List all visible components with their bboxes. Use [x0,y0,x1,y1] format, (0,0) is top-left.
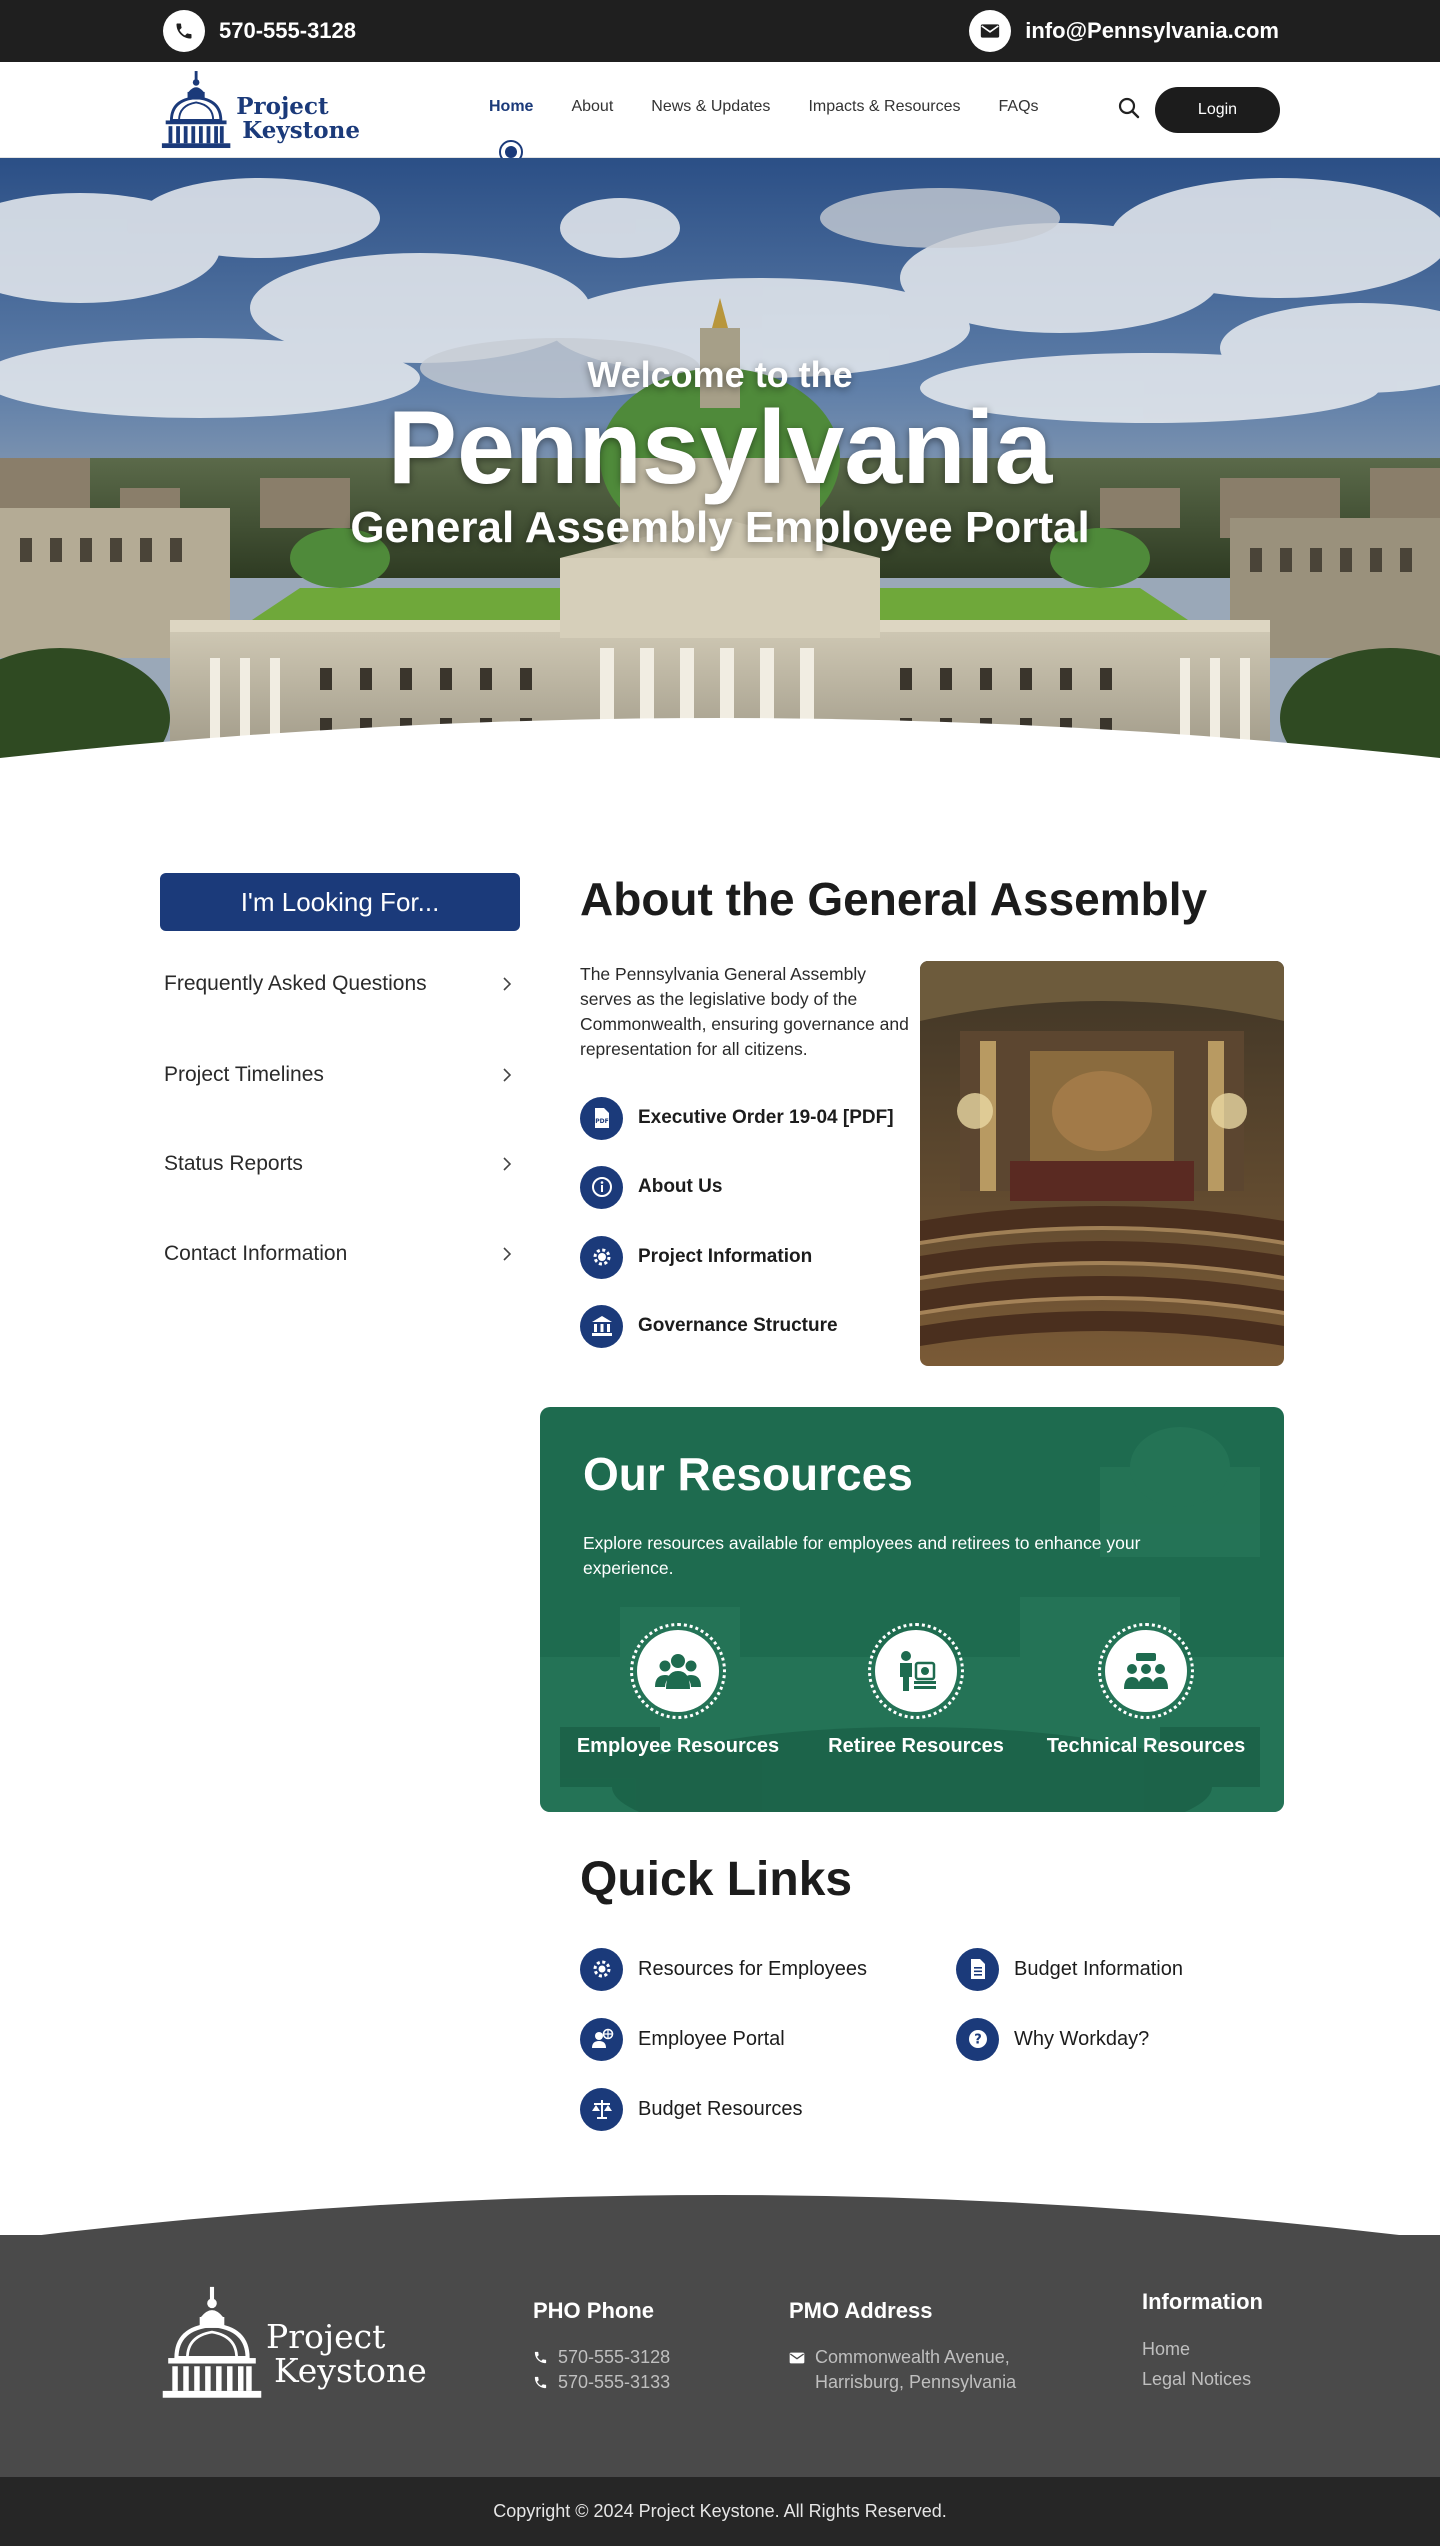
about-link-label: About Us [638,1176,723,1197]
phone-icon [163,10,205,52]
footer-address [789,2347,1010,2368]
user-globe-icon [580,2018,623,2061]
footer-address-line2: Harrisburg, Pennsylvania [815,2372,1017,2392]
chevron-right-icon [500,1068,514,1082]
quick-link-label: Why Workday? [1014,2027,1150,2050]
looking-for-button[interactable]: I'm Looking For... [160,873,520,931]
logo-line1: Project [236,93,329,120]
quick-link-label: Budget Information [1014,1957,1183,1980]
footer-curve [0,2180,1440,2240]
copyright-text: Copyright © 2024 Project Keystone. All Rights Reserved. [493,2501,947,2521]
quick-link-budget-resources[interactable] [580,2087,803,2131]
sidebar-item-label: Frequently Asked Questions [164,972,427,995]
phone-icon [533,2375,548,2390]
resource-label: Technical Resources [1046,1735,1246,1757]
top-phone-text: 570-555-3128 [219,18,357,43]
top-email[interactable] [969,8,1279,54]
top-bar [0,0,1440,62]
footer-phone-text: 570-555-3133 [558,2372,671,2392]
footer-phone-2[interactable] [533,2372,670,2393]
about-link-label: Executive Order 19-04 [PDF] [638,1107,894,1128]
resource-label: Employee Resources [576,1735,780,1757]
resources-panel [540,1407,1284,1812]
envelope-icon [789,2352,805,2364]
login-button[interactable]: Login [1155,87,1280,133]
gear-icon [580,1948,623,1991]
sidebar-item-status-reports[interactable] [164,1144,514,1184]
nav-faqs[interactable]: FAQs [998,98,1039,115]
nav-home-label: Home [489,98,534,115]
resources-description: Explore resources available for employees and retirees to enhance your experience. [583,1533,1141,1578]
team-icon [1105,1630,1187,1712]
building-icon [580,1305,623,1348]
retiree-resources-card[interactable] [806,1623,1026,1758]
top-email-text: info@Pennsylvania.com [1025,18,1279,43]
search-icon[interactable] [1117,96,1143,122]
hero-welcome: Welcome to the [587,354,853,395]
technical-resources-ring [1098,1623,1194,1719]
logo-text [236,95,360,143]
top-phone[interactable] [163,8,356,54]
about-description: The Pennsylvania General Assembly serves as the legislative body of the Commonwealth, ensuring governance and representation for all citizens. [580,964,909,1059]
nav-links [489,98,1077,116]
nav-home[interactable] [489,98,533,116]
quick-link-resources-for-employees[interactable] [580,1947,867,1991]
sidebar-item-contact[interactable] [164,1234,514,1274]
employee-resources-card[interactable] [568,1623,788,1758]
sidebar-item-label: Project Timelines [164,1063,324,1086]
document-icon [956,1948,999,1991]
footer-logo[interactable] [160,2283,430,2403]
footer-link-legal-notices[interactable]: Legal Notices [1142,2369,1252,2389]
main-navigation [0,62,1440,158]
link-executive-order[interactable] [580,1096,894,1140]
resource-label: Retiree Resources [828,1735,1004,1757]
quick-link-budget-information[interactable] [956,1947,1183,1991]
footer-phone-text: 570-555-3128 [558,2347,671,2367]
capitol-dome-icon [160,2285,264,2401]
info-icon [580,1166,623,1209]
technical-resources-card[interactable] [1036,1623,1256,1758]
footer-phone-heading: PHO Phone [533,2298,655,2323]
capitol-dome-icon [160,69,232,151]
question-icon [956,2018,999,2061]
quick-link-why-workday[interactable] [956,2017,1149,2061]
sidebar-item-faq[interactable] [164,964,514,1004]
sidebar-item-timelines[interactable] [164,1055,514,1095]
scales-icon [580,2088,623,2131]
quick-link-label: Employee Portal [638,2027,785,2050]
hero-subtitle: General Assembly Employee Portal [350,503,1090,552]
copyright-bar [0,2477,1440,2546]
nav-news-updates[interactable]: News & Updates [651,98,771,115]
chevron-right-icon [500,977,514,991]
footer-address-heading: PMO Address [789,2298,933,2323]
hero-banner [0,158,1440,808]
sidebar-item-label: Contact Information [164,1242,348,1265]
footer-logo-line1: Project [266,2317,386,2356]
about-title: About the General Assembly [580,873,1208,925]
footer-logo-line2: Keystone [274,2351,427,2390]
svg-text:?: ? [973,2032,982,2048]
quick-link-label: Budget Resources [638,2097,803,2120]
quick-links-title: Quick Links [580,1853,853,1906]
about-link-label: Governance Structure [638,1315,838,1336]
footer-address-line1: Commonwealth Avenue, [815,2347,1010,2367]
assembly-chamber-photo [920,961,1284,1366]
envelope-icon [969,10,1011,52]
quick-link-employee-portal[interactable] [580,2017,785,2061]
site-logo[interactable] [160,68,360,152]
chevron-right-icon [500,1247,514,1261]
footer-information-heading: Information [1142,2289,1263,2314]
footer-logo-text [266,2317,427,2390]
chevron-right-icon [500,1157,514,1171]
retiree-resources-ring [868,1623,964,1719]
people-icon [637,1630,719,1712]
link-about-us[interactable] [580,1165,722,1209]
footer-link-home[interactable]: Home [1142,2339,1191,2359]
svg-text:PDF: PDF [594,1118,609,1125]
hero-title: Pennsylvania [387,390,1053,506]
link-governance-structure[interactable] [580,1304,838,1348]
logo-line2: Keystone [242,117,360,144]
nav-impacts-resources[interactable]: Impacts & Resources [808,98,961,115]
about-link-label: Project Information [638,1246,813,1267]
phone-icon [533,2350,548,2365]
resources-title: Our Resources [583,1448,913,1500]
employee-resources-ring [630,1623,726,1719]
quick-link-label: Resources for Employees [638,1957,867,1980]
link-project-information[interactable] [580,1235,812,1279]
gear-icon [580,1236,623,1279]
pdf-icon [580,1097,623,1140]
sidebar-item-label: Status Reports [164,1152,303,1175]
footer-phone-1[interactable] [533,2347,670,2368]
nav-about[interactable]: About [571,98,614,115]
retiree-icon [875,1630,957,1712]
